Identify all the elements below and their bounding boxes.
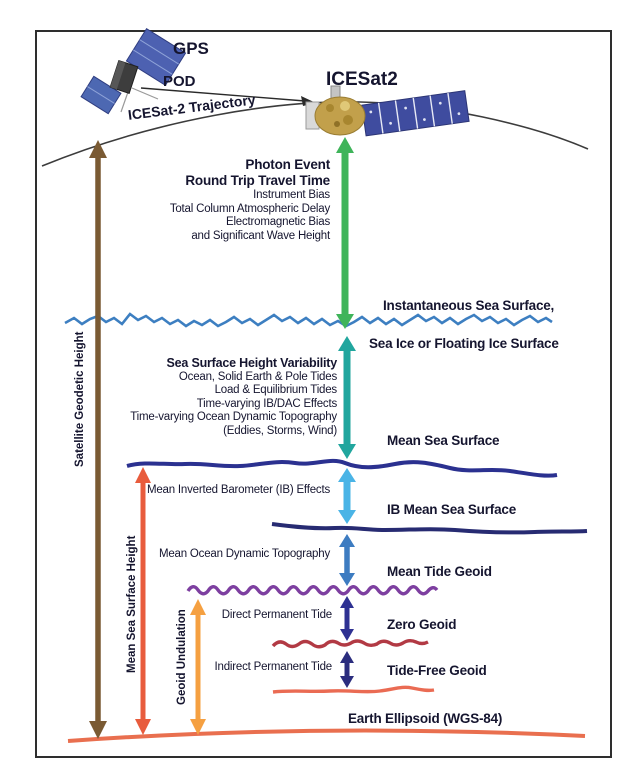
tide-free-geoid-line <box>273 687 434 692</box>
photon-item: and Significant Wave Height <box>191 229 330 242</box>
photon-item: Total Column Atmospheric Delay <box>169 202 330 215</box>
satellite-geodetic-height-arrow <box>89 140 107 739</box>
mean-ib-effects-arrow <box>338 468 356 524</box>
zero-geoid-label: Zero Geoid <box>387 617 457 632</box>
mean-ocean-dynamic-topography-arrow <box>339 534 355 586</box>
sshv-title: Sea Surface Height Variability <box>166 356 337 370</box>
gps-label: GPS <box>173 39 209 58</box>
photon-event-arrow <box>336 137 354 329</box>
direct-permanent-tide-label: Direct Permanent Tide <box>221 609 332 621</box>
indirect-permanent-tide-arrow <box>340 651 354 688</box>
mean-ib-effects-label: Mean Inverted Barometer (IB) Effects <box>146 484 330 496</box>
photon-item: Electromagnetic Bias <box>225 216 330 228</box>
ib-mean-sea-surface-line <box>272 524 587 532</box>
mean-ocean-dynamic-topography-label: Mean Ocean Dynamic Topography <box>158 548 330 560</box>
earth-ellipsoid-line <box>68 731 585 741</box>
ib-mean-sea-surface-label: IB Mean Sea Surface <box>387 502 517 517</box>
photon-event-block <box>170 157 330 243</box>
sshv-item: Time-varying Ocean Dynamic Topography <box>130 411 337 423</box>
photon-title-line1: Photon Event <box>245 157 330 172</box>
sshv-item: Time-varying IB/DAC Effects <box>196 397 337 410</box>
mean-tide-geoid-label: Mean Tide Geoid <box>387 564 492 579</box>
geoid-undulation-label: Geoid Undulation <box>176 609 188 705</box>
geoid-undulation-arrow <box>190 599 206 735</box>
mean-tide-geoid-line <box>188 587 437 594</box>
trajectory-label: ICESat-2 Trajectory <box>127 91 257 123</box>
icesat2-satellite-icon <box>306 86 469 136</box>
sshv-item: Ocean, Solid Earth & Pole Tides <box>178 370 337 383</box>
instantaneous-sea-surface-line <box>65 314 552 326</box>
ssh-variability-arrow <box>338 336 356 459</box>
sshv-block <box>130 356 337 438</box>
sshv-item: Load & Equilibrium Tides <box>214 384 337 396</box>
sshv-item: (Eddies, Storms, Wind) <box>223 424 337 437</box>
mean-sea-surface-height-label: Mean Sea Surface Height <box>126 535 138 673</box>
tide-free-geoid-label: Tide-Free Geoid <box>387 663 487 678</box>
satellite-geodetic-height-label: Satellite Geodetic Height <box>74 331 86 467</box>
instantaneous-sea-surface-label-line2: Sea Ice or Floating Ice Surface <box>369 336 559 351</box>
instantaneous-sea-surface-label-line1: Instantaneous Sea Surface, <box>383 298 555 313</box>
icesat2-label: ICESat2 <box>326 69 398 90</box>
earth-ellipsoid-label: Earth Ellipsoid (WGS-84) <box>348 711 503 726</box>
direct-permanent-tide-arrow <box>340 596 354 641</box>
photon-title-line2: Round Trip Travel Time <box>185 173 330 188</box>
mean-sea-surface-line <box>127 461 557 476</box>
mean-sea-surface-label: Mean Sea Surface <box>387 433 500 448</box>
indirect-permanent-tide-label: Indirect Permanent Tide <box>214 661 332 673</box>
zero-geoid-line <box>273 641 428 647</box>
photon-item: Instrument Bias <box>253 189 330 201</box>
pod-label: POD <box>163 73 196 90</box>
